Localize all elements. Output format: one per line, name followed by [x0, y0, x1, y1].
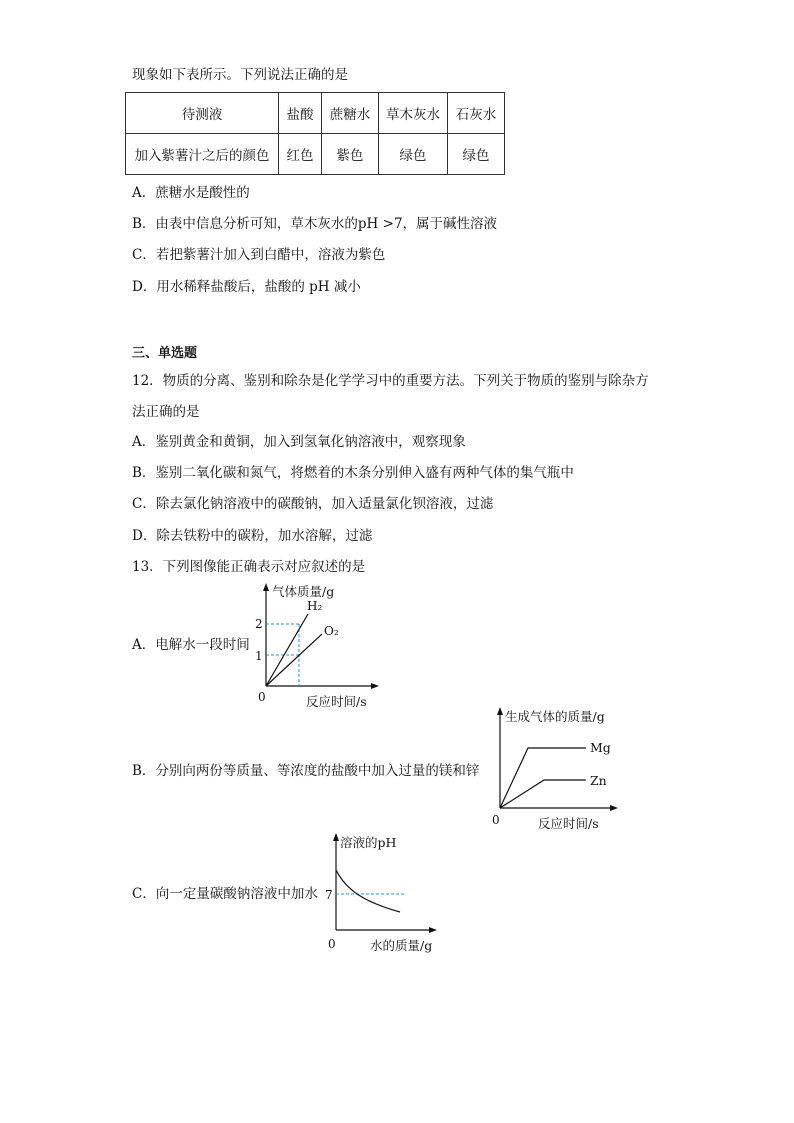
q12-option-b: B．鉴别二氧化碳和氮气，将燃着的木条分别伸入盛有两种气体的集气瓶中 [132, 465, 574, 481]
q12-option-c: C．除去氯化钠溶液中的碳酸钠，加入适量氯化钡溶液，过滤 [132, 496, 494, 512]
table-cell: 待测液 [126, 93, 279, 134]
chart-b-svg [488, 704, 633, 834]
q12-option-a: A．鉴别黄金和黄铜，加入到氢氧化钠溶液中，观察现象 [132, 434, 466, 450]
series-label-h2: H₂ [307, 599, 323, 613]
q13-option-c: C．向一定量碳酸钠溶液中加水 [132, 886, 318, 902]
q13-option-b: B．分别向两份等质量、等浓度的盐酸中加入过量的镁和锌 [132, 763, 480, 779]
table-cell: 红色 [279, 134, 322, 175]
q12-stem-line1: 12．物质的分离、鉴别和除杂是化学学习中的重要方法。下列关于物质的鉴别与除杂方 [132, 373, 649, 389]
x-axis-label: 反应时间/s [306, 694, 367, 709]
y-axis-arrow [497, 707, 503, 715]
chart-c [324, 830, 449, 964]
intro-text: 现象如下表所示。下列说法正确的是 [132, 67, 348, 83]
q11-option-a: A．蔗糖水是酸性的 [132, 185, 250, 201]
origin-label: 0 [328, 937, 336, 951]
table-cell: 石灰水 [448, 93, 505, 134]
table-cell: 绿色 [448, 134, 505, 175]
series-o2-line [266, 634, 322, 686]
table-cell: 紫色 [322, 134, 379, 175]
y-tick-2: 2 [255, 617, 263, 631]
table-cell: 蔗糖水 [322, 93, 379, 134]
q11-option-d: D．用水稀释盐酸后，盐酸的 pH 减小 [132, 279, 361, 295]
x-axis-arrow [429, 927, 437, 933]
y-axis-arrow [333, 833, 339, 841]
x-axis-label: 反应时间/s [538, 816, 599, 831]
y-axis-label: 气体质量/g [272, 584, 335, 599]
x-axis-arrow [610, 805, 618, 811]
chart-c-svg [324, 830, 449, 960]
series-zn-line [500, 780, 586, 808]
q12-stem-line2: 法正确的是 [132, 404, 200, 420]
q12-option-d: D．除去铁粉中的碳粉，加水溶解，过滤 [132, 528, 373, 544]
origin-label: 0 [258, 690, 266, 704]
q11-option-c: C．若把紫薯汁加入到白醋中，溶液为紫色 [132, 247, 386, 263]
table-cell: 绿色 [379, 134, 448, 175]
chart-a-svg [254, 582, 394, 712]
section-title: 三、单选题 [132, 346, 198, 361]
table-cell: 盐酸 [279, 93, 322, 134]
x-axis-label: 水的质量/g [370, 938, 433, 953]
y-axis-label: 溶液的pH [340, 835, 397, 850]
series-label-mg: Mg [590, 740, 611, 755]
y-axis-arrow [263, 583, 269, 591]
q13-stem: 13．下列图像能正确表示对应叙述的是 [132, 559, 366, 575]
table-cell: 草木灰水 [379, 93, 448, 134]
x-axis-arrow [371, 683, 379, 689]
series-h2-line [266, 614, 308, 686]
table-row [126, 93, 505, 134]
chart-a [254, 582, 394, 716]
y-tick-7: 7 [325, 888, 333, 902]
series-mg-line [500, 748, 586, 808]
table-row [126, 134, 505, 175]
indicator-table [125, 92, 505, 175]
series-label-o2: O₂ [324, 624, 339, 638]
y-tick-1: 1 [255, 649, 263, 663]
ph-curve [336, 870, 400, 912]
q11-option-b: B．由表中信息分析可知，草木灰水的pH >7，属于碱性溶液 [132, 216, 498, 232]
series-label-zn: Zn [590, 773, 607, 788]
q13-option-a: A．电解水一段时间 [132, 637, 250, 653]
origin-label: 0 [492, 813, 500, 827]
table-cell: 加入紫薯汁之后的颜色 [126, 134, 279, 175]
chart-b [488, 704, 633, 838]
y-axis-label: 生成气体的质量/g [505, 709, 605, 724]
